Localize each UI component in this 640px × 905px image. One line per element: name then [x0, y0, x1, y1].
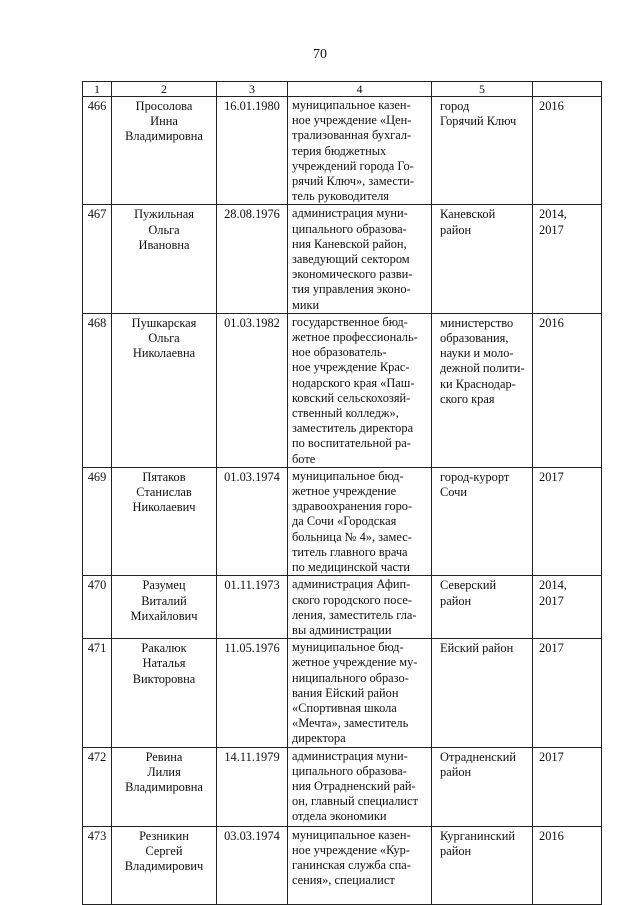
position-line: сения», специалист: [292, 873, 395, 888]
birth-date-cell: 11.05.1976: [217, 639, 288, 747]
position-cell: [288, 639, 432, 747]
position-line: титель главного врача: [292, 544, 408, 559]
full-name-line: Ольга: [148, 222, 180, 237]
full-name-cell: [112, 639, 217, 747]
territory-line: район: [440, 593, 472, 608]
territory-cell: [432, 826, 533, 904]
years-cell: [533, 467, 602, 575]
years-cell: [533, 313, 602, 467]
position-line: боте: [292, 451, 316, 466]
column-header: 5: [432, 82, 533, 97]
row-number-cell: 471: [83, 639, 112, 747]
position-line: муниципальное казен-: [292, 98, 411, 112]
birth-date-cell: 01.11.1973: [217, 576, 288, 639]
position-line: здравоохранения горо-: [292, 499, 413, 514]
position-line: ния Отрадненский рай-: [292, 778, 416, 793]
position-line: тель руководителя: [292, 189, 389, 204]
territory-line: Горячий Ключ: [440, 114, 517, 129]
position-line: ганинская служба спа-: [292, 857, 411, 872]
full-name-line: Николаевич: [132, 500, 196, 515]
year-line: 2017: [539, 222, 564, 237]
year-line: 2016: [539, 828, 564, 843]
full-name-line: Виталий: [141, 593, 187, 608]
full-name-line: Николаевна: [132, 346, 196, 361]
position-line: трализованная бухгал-: [292, 128, 412, 143]
territory-cell: [432, 97, 533, 205]
position-line: ниципального образо-: [292, 670, 409, 685]
table-row: [83, 747, 602, 826]
years-cell: [533, 205, 602, 313]
table-row: [83, 97, 602, 205]
year-line: 2017: [539, 469, 564, 484]
full-name-line: Наталья: [142, 656, 186, 671]
position-cell: [288, 205, 432, 313]
table-row: [83, 639, 602, 747]
territory-line: ки Краснодар-: [440, 376, 516, 391]
territory-line: Северский: [440, 578, 497, 593]
position-line: муниципальное бюд-: [292, 468, 404, 483]
position-line: жетное профессиональ-: [292, 330, 418, 345]
position-cell: [288, 826, 432, 904]
position-line: заведующий сектором: [292, 252, 410, 267]
territory-line: министерство: [440, 315, 514, 330]
column-header: 1: [83, 82, 112, 97]
year-line: 2014,: [539, 578, 567, 593]
full-name-line: Пужильная: [134, 207, 194, 222]
year-line: 2016: [539, 99, 564, 113]
birth-date-cell: 01.03.1974: [217, 467, 288, 575]
column-header: 2: [112, 82, 217, 97]
position-line: «Спортивная школа: [292, 700, 397, 715]
territory-cell: [432, 467, 533, 575]
position-line: терия бюджетных: [292, 143, 387, 158]
full-name-line: Ревина: [145, 749, 183, 764]
position-cell: [288, 97, 432, 205]
full-name-line: Викторовна: [132, 671, 196, 686]
position-line: ковский сельскохозяй-: [292, 390, 411, 405]
table-row: [83, 826, 602, 904]
territory-cell: [432, 576, 533, 639]
row-number-cell: 469: [83, 467, 112, 575]
position-line: отдела экономики: [292, 809, 387, 824]
full-name-cell: [112, 313, 217, 467]
column-header: 3: [217, 82, 288, 97]
position-cell: [288, 467, 432, 575]
years-cell: [533, 747, 602, 826]
full-name-line: Просолова: [135, 99, 193, 113]
territory-line: ского края: [440, 391, 495, 406]
year-line: 2017: [539, 641, 564, 656]
territory-line: дежной полити-: [440, 361, 525, 376]
years-cell: [533, 826, 602, 904]
full-name-line: Владимирович: [124, 858, 204, 873]
year-line: 2014,: [539, 207, 567, 222]
position-line: вы администрации: [292, 622, 392, 637]
position-line: ципального образова-: [292, 221, 407, 236]
full-name-line: Разумец: [142, 578, 186, 593]
position-line: ления, заместитель гла-: [292, 607, 417, 622]
year-line: 2017: [539, 593, 564, 608]
territory-line: город: [440, 99, 470, 113]
position-line: да Сочи «Городская: [292, 514, 397, 529]
table-row: [83, 576, 602, 639]
position-line: экономического разви-: [292, 267, 413, 282]
position-cell: [288, 747, 432, 826]
row-number-cell: 470: [83, 576, 112, 639]
table-row: [83, 205, 602, 313]
full-name-cell: [112, 826, 217, 904]
year-line: 2016: [539, 315, 564, 330]
territory-line: район: [440, 764, 472, 779]
column-header: [533, 82, 602, 97]
table-row: [83, 467, 602, 575]
territory-cell: [432, 747, 533, 826]
birth-date-cell: 14.11.1979: [217, 747, 288, 826]
position-line: больница № 4», замес-: [292, 529, 412, 544]
position-line: по воспитательной ра-: [292, 436, 411, 451]
years-cell: [533, 97, 602, 205]
birth-date-cell: 01.03.1982: [217, 313, 288, 467]
position-line: рячий Ключ», замести-: [292, 174, 415, 189]
birth-date-cell: 03.03.1974: [217, 826, 288, 904]
position-line: заместитель директора: [292, 421, 414, 436]
register-table: [82, 81, 602, 905]
position-cell: [288, 576, 432, 639]
row-number-cell: 472: [83, 747, 112, 826]
territory-line: Курганинский: [440, 828, 515, 843]
full-name-line: Пятаков: [142, 469, 186, 484]
row-number-cell: 467: [83, 205, 112, 313]
position-line: жетное учреждение му-: [292, 655, 418, 670]
birth-date-cell: 28.08.1976: [217, 205, 288, 313]
territory-line: район: [440, 843, 472, 858]
position-line: мики: [292, 297, 320, 312]
birth-date-cell: 16.01.1980: [217, 97, 288, 205]
column-header: 4: [288, 82, 432, 97]
territory-cell: [432, 313, 533, 467]
territory-line: образования,: [440, 331, 509, 346]
position-line: директора: [292, 731, 346, 746]
full-name-line: Владимировна: [125, 779, 203, 794]
full-name-line: Пушкарская: [131, 315, 197, 330]
position-line: ное учреждение «Цен-: [292, 113, 412, 128]
territory-cell: [432, 639, 533, 747]
full-name-line: Ольга: [148, 331, 180, 346]
position-line: муниципальное казен-: [292, 827, 411, 842]
territory-line: Ейский район: [440, 641, 514, 656]
full-name-line: Ракалюк: [141, 641, 187, 656]
position-line: ского городского посе-: [292, 592, 413, 607]
full-name-line: Михайлович: [130, 608, 198, 623]
full-name-line: Станислав: [136, 485, 192, 500]
position-line: ственный колледж»,: [292, 406, 399, 421]
position-cell: [288, 313, 432, 467]
full-name-cell: [112, 467, 217, 575]
row-number-cell: 468: [83, 313, 112, 467]
position-line: он, главный специалист: [292, 794, 418, 809]
territory-line: науки и моло-: [440, 346, 514, 361]
position-line: учреждений города Го-: [292, 158, 414, 173]
full-name-line: Инна: [150, 114, 178, 129]
full-name-cell: [112, 576, 217, 639]
full-name-line: Ивановна: [138, 237, 190, 252]
position-line: нодарского края «Паш-: [292, 375, 415, 390]
position-line: государственное бюд-: [292, 314, 408, 329]
position-line: «Мечта», заместитель: [292, 716, 409, 731]
position-line: администрация муни-: [292, 206, 408, 221]
position-line: ное учреждение Крас-: [292, 360, 410, 375]
territory-line: Каневской: [440, 207, 496, 222]
year-line: 2017: [539, 749, 564, 764]
years-cell: [533, 576, 602, 639]
position-line: администрация муни-: [292, 748, 408, 763]
full-name-cell: [112, 747, 217, 826]
full-name-cell: [112, 97, 217, 205]
territory-line: Отрадненский: [440, 749, 517, 764]
position-line: ное образователь-: [292, 345, 387, 360]
full-name-line: Резникин: [139, 828, 189, 843]
row-number-cell: 466: [83, 97, 112, 205]
page-number: 70: [313, 47, 327, 62]
table-row: [83, 313, 602, 467]
row-number-cell: 473: [83, 826, 112, 904]
position-line: администрация Афип-: [292, 577, 411, 592]
full-name-line: Владимировна: [125, 129, 203, 144]
position-line: по медицинской части: [292, 560, 411, 575]
full-name-line: Сергей: [145, 843, 183, 858]
position-line: тия управления эконо-: [292, 282, 411, 297]
territory-line: Сочи: [440, 485, 468, 500]
position-line: муниципальное бюд-: [292, 640, 404, 655]
position-line: ципального образова-: [292, 763, 407, 778]
territory-line: город-курорт: [440, 469, 510, 484]
full-name-cell: [112, 205, 217, 313]
territory-line: район: [440, 222, 472, 237]
position-line: вания Ейский район: [292, 685, 399, 700]
years-cell: [533, 639, 602, 747]
position-line: ное учреждение «Кур-: [292, 842, 410, 857]
header-row: [83, 82, 602, 97]
territory-cell: [432, 205, 533, 313]
position-line: ния Каневской район,: [292, 236, 407, 251]
full-name-line: Лилия: [147, 764, 181, 779]
position-line: жетное учреждение: [292, 484, 397, 499]
